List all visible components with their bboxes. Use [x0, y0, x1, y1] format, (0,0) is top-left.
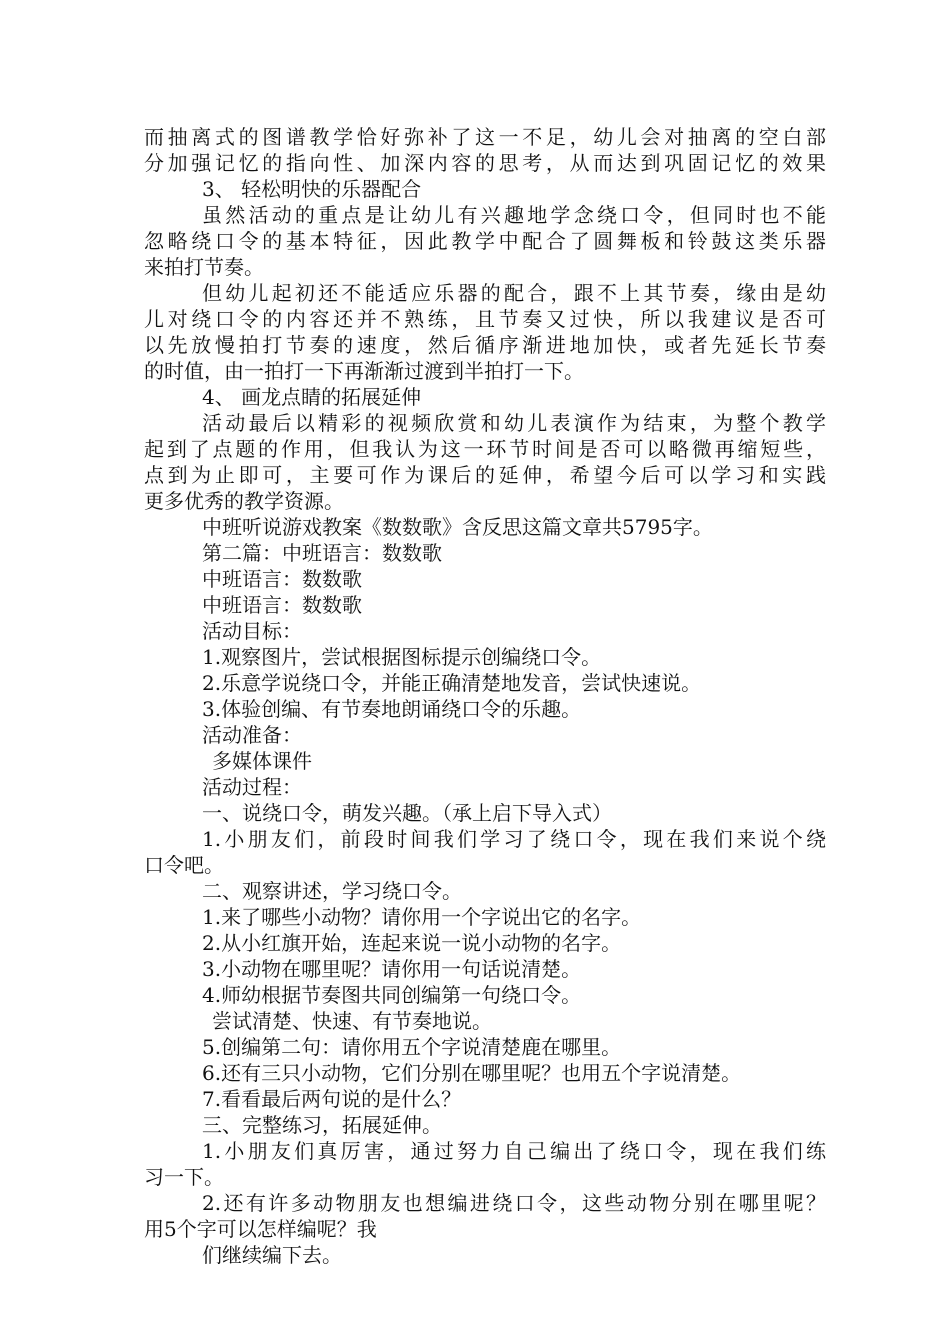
- section-heading: 4、 画龙点睛的拓展延伸: [202, 385, 422, 409]
- text-line: 分加强记忆的指向性、加深内容的思考，从而达到巩固记忆的效果: [144, 151, 826, 175]
- list-item: 5.创编第二句：请你用五个字说清楚鹿在哪里。: [202, 1035, 622, 1059]
- text-line: 活动最后以精彩的视频欣赏和幼儿表演作为结束，为整个教学: [202, 411, 826, 435]
- list-item: 1.小朋友们真厉害，通过努力自己编出了绕口令，现在我们练: [202, 1139, 826, 1163]
- text-line: 一、说绕口令，萌发兴趣。（承上启下导入式）: [202, 801, 612, 825]
- text-line: 习一下。: [144, 1165, 224, 1189]
- list-item: 1.来了哪些小动物？请你用一个字说出它的名字。: [202, 905, 642, 929]
- text-line: 忽略绕口令的基本特征，因此教学中配合了圆舞板和铃鼓这类乐器: [144, 229, 826, 253]
- text-line: 儿对绕口令的内容还并不熟练，且节奏又过快，所以我建议是否可: [144, 307, 826, 331]
- text-line: 二、观察讲述，学习绕口令。: [202, 879, 462, 903]
- list-item: 2.乐意学说绕口令，并能正确清楚地发音，尝试快速说。: [202, 671, 702, 695]
- list-item: 6.还有三只小动物，它们分别在哪里呢？也用五个字说清楚。: [202, 1061, 742, 1085]
- text-line: 尝试清楚、快速、有节奏地说。: [212, 1009, 492, 1033]
- text-line: 中班语言：数数歌: [202, 567, 362, 591]
- text-line: 点到为止即可，主要可作为课后的延伸，希望今后可以学习和实践: [144, 463, 826, 487]
- section-heading: 3、 轻松明快的乐器配合: [202, 177, 422, 201]
- text-line: 来拍打节奏。: [144, 255, 264, 279]
- list-item: 7.看看最后两句说的是什么？: [202, 1087, 462, 1111]
- list-item: 1.小朋友们，前段时间我们学习了绕口令，现在我们来说个绕: [202, 827, 826, 851]
- list-item: 3.小动物在哪里呢？请你用一句话说清楚。: [202, 957, 582, 981]
- text-line: 而抽离式的图谱教学恰好弥补了这一不足，幼儿会对抽离的空白部: [144, 125, 826, 149]
- text-line: 的时值，由一拍打一下再渐渐过渡到半拍打一下。: [144, 359, 584, 383]
- text-line: 们继续编下去。: [202, 1243, 342, 1267]
- text-line: 起到了点题的作用，但我认为这一环节时间是否可以略微再缩短些，: [144, 437, 826, 461]
- text-line: 中班听说游戏教案《数数歌》含反思这篇文章共5795字。: [202, 515, 713, 539]
- text-line: 活动过程：: [202, 775, 302, 799]
- text-line: 多媒体课件: [212, 749, 312, 773]
- text-line: 第二篇：中班语言：数数歌: [202, 541, 442, 565]
- list-item: 2.从小红旗开始，连起来说一说小动物的名字。: [202, 931, 622, 955]
- text-line: 更多优秀的教学资源。: [144, 489, 344, 513]
- text-line: 口令吧。: [144, 853, 224, 877]
- text-line: 三、完整练习，拓展延伸。: [202, 1113, 442, 1137]
- list-item: 2.还有许多动物朋友也想编进绕口令，这些动物分别在哪里呢？: [202, 1191, 826, 1215]
- text-line: 活动目标：: [202, 619, 302, 643]
- text-line: 活动准备：: [202, 723, 302, 747]
- list-item: 3.体验创编、有节奏地朗诵绕口令的乐趣。: [202, 697, 582, 721]
- text-line: 用5个字可以怎样编呢？我: [144, 1217, 377, 1241]
- list-item: 1.观察图片，尝试根据图标提示创编绕口令。: [202, 645, 602, 669]
- text-line: 中班语言：数数歌: [202, 593, 362, 617]
- list-item: 4.师幼根据节奏图共同创编第一句绕口令。: [202, 983, 582, 1007]
- document-page: [144, 124, 826, 1268]
- text-line: 虽然活动的重点是让幼儿有兴趣地学念绕口令，但同时也不能: [202, 203, 826, 227]
- text-line: 但幼儿起初还不能适应乐器的配合，跟不上其节奏，缘由是幼: [202, 281, 826, 305]
- text-line: 以先放慢拍打节奏的速度，然后循序渐进地加快，或者先延长节奏: [144, 333, 826, 357]
